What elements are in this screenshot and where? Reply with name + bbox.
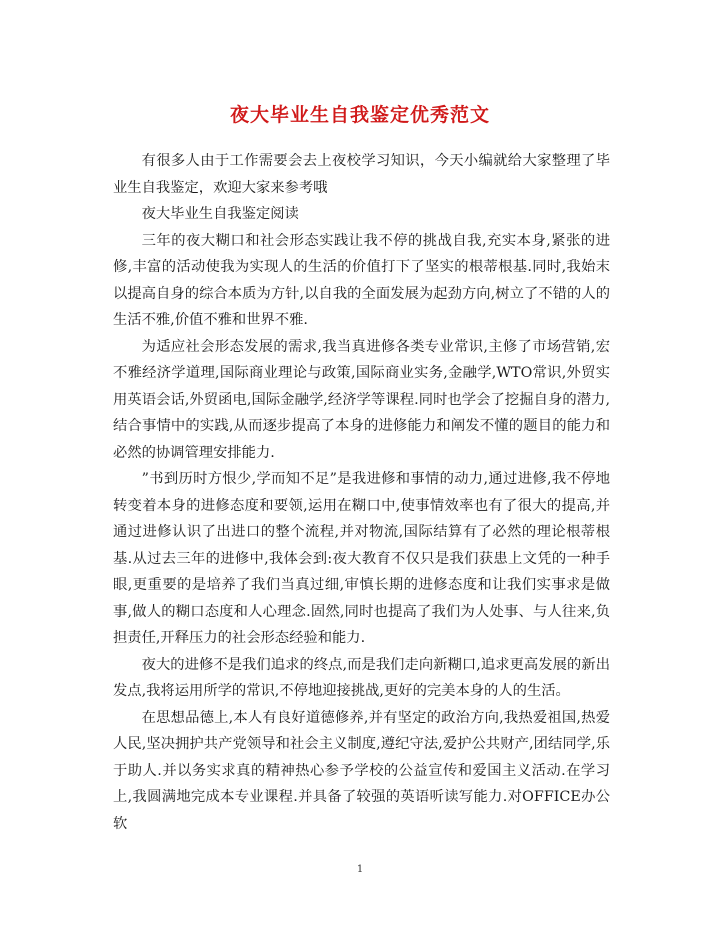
paragraph-moral-character: 在思想品德上,本人有良好道德修养,并有坚定的政治方向,我热爱祖国,热爱人民,坚决拥护共产党领导和社会主义制度,遵纪守法,爱护公共财产,团结同学,乐于助人.并以务实求真的精神热心参予学校的公益宣传和爱国主义活动.在学习上,我圆满地完成本专业课程.并具备了较强的英语听读写能力.对OFFICE办公软 xyxy=(113,709,610,832)
paragraph-motivation: ”书到历时方恨少,学而知不足”是我进修和事情的动力,通过进修,我不停地转变着本身的进修态度和要领,运用在糊口中,使事情效率也有了很大的提高,并通过进修认识了出进口的整个流程,并对物流,国际结算有了必然的理论根蒂根基.从过去三年的进修中,我体会到:夜大教育不仅只是我们获患上文凭的一种手眼,更重要的是培养了我们当真过细,审慎长期的进修态度和让我们实事求是做事,做人的糊口态度和人心理念.固然,同时也提高了我们为人处事、与人往来,负担责任,开释压力的社会形态经验和能力. xyxy=(113,471,610,646)
paragraph-three-years: 三年的夜大糊口和社会形态实践让我不停的挑战自我,充实本身,紧张的进修,丰富的活动使我为实现人的生活的价值打下了坚实的根蒂根基.同时,我始末以提高自身的综合本质为方针,以自我的全面发展为起劲方向,树立了不错的人的生活不雅,价值不雅和世界不雅. xyxy=(113,232,610,328)
paragraph-subheading: 夜大毕业生自我鉴定阅读 xyxy=(141,206,299,222)
document-body xyxy=(113,148,610,837)
paragraph-courses: 为适应社会形态发展的需求,我当真进修各类专业常识,主修了市场营销,宏不雅经济学道理,国际商业理论与政策,国际商业实务,金融学,WTO常识,外贸实用英语会话,外贸函电,国际金融学,经济学等课程.同时也学会了挖掘自身的潜力,结合事情中的实践,从而逐步提高了本身的进修能力和阐发不懂的题目的能力和必然的协调管理安排能力. xyxy=(113,338,610,461)
paragraph-intro: 有很多人由于工作需要会去上夜校学习知识，今天小编就给大家整理了毕业生自我鉴定，欢迎大家来参考哦 xyxy=(113,153,610,196)
paragraph-new-start: 夜大的进修不是我们追求的终点,而是我们走向新糊口,追求更高发展的新出发点,我将运用所学的常识,不停地迎接挑战,更好的完美本身的人的生活。 xyxy=(113,656,610,699)
page-title: 夜大毕业生自我鉴定优秀范文 xyxy=(229,104,490,126)
page-number: 1 xyxy=(356,864,364,875)
